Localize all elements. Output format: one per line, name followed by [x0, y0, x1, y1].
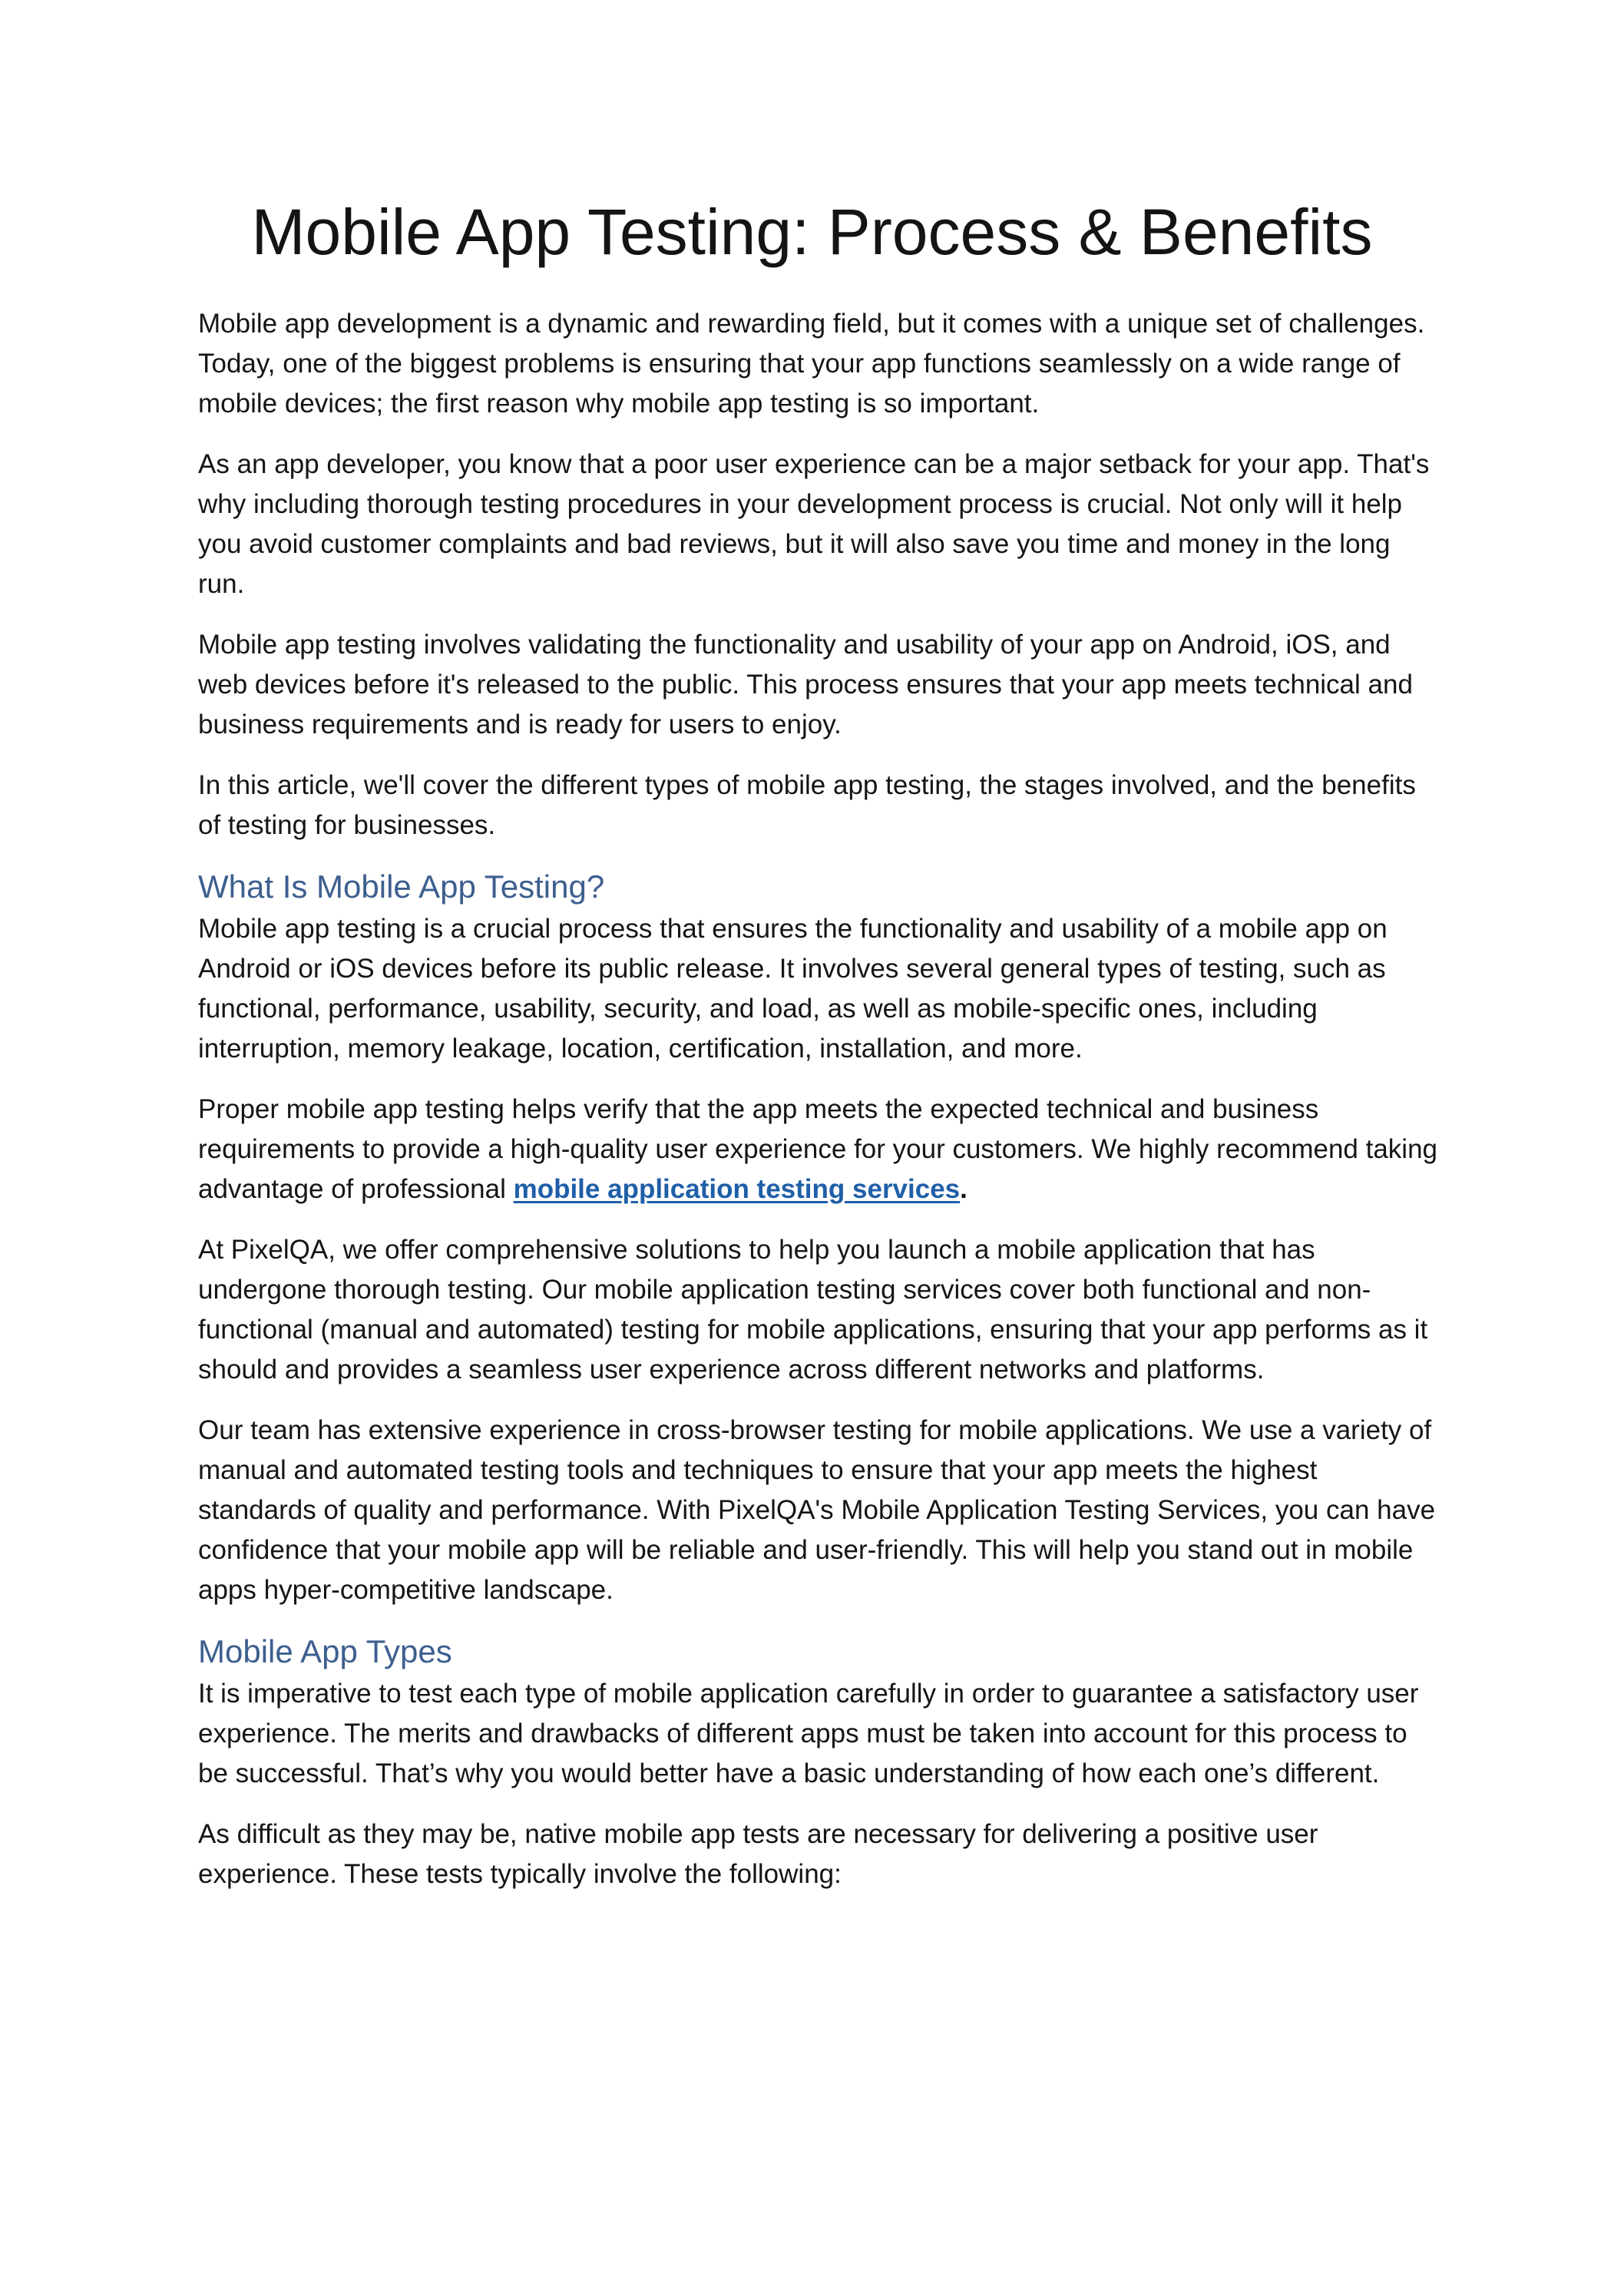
section2-paragraph-1: It is imperative to test each type of mobile application carefully in order to guarantee a satisfactory user experience. The merits and drawbacks of different apps must be taken into account for this process to be successful. That’s why you would better have a basic understanding of how each one’s different. — [198, 1679, 1419, 1788]
section-heading-mobile-app-types: Mobile App Types — [198, 1633, 452, 1669]
mobile-testing-services-link[interactable]: mobile application testing services — [513, 1174, 961, 1204]
section-heading-what-is-mobile-app-testing: What Is Mobile App Testing? — [198, 868, 605, 905]
section2-paragraph-2: As difficult as they may be, native mobile app tests are necessary for delivering a positive user experience. These tests typically involve the following: — [198, 1819, 1318, 1889]
section1-paragraph-4: Our team has extensive experience in cross-browser testing for mobile applications. We use a variety of manual and automated testing tools and techniques to ensure that your app meets the highest standards of quality and performance. With PixelQA's Mobile Application Testing Services, you can have confidence that your mobile app will be reliable and user-friendly. This will help you stand out in mobile apps hyper-competitive landscape. — [198, 1415, 1436, 1605]
section1-paragraph-1: Mobile app testing is a crucial process that ensures the functionality and usability of a mobile app on Android or iOS devices before its public release. It involves several general types of testing, such as functional, performance, usability, security, and load, as well as mobile-specific ones, including interruption, memory leakage, location, certification, installation, and more. — [198, 914, 1388, 1064]
intro-paragraph-3: Mobile app testing involves validating the functionality and usability of your app on Android, iOS, and web devices before it's released to the public. This process ensures that your app meets technical and business requirements and is ready for users to enjoy. — [198, 630, 1413, 739]
section1-paragraph-2-text: Proper mobile app testing helps verify that the app meets the expected technical and business requirements to provide a high-quality user experience for your customers. We highly recommend taking advantage of professional — [198, 1094, 1438, 1204]
section1-paragraph-2 — [198, 1090, 1442, 1209]
document-body — [198, 304, 1442, 1915]
intro-paragraph-1: Mobile app development is a dynamic and rewarding field, but it comes with a unique set of challenges. Today, one of the biggest problems is ensuring that your app functions seamlessly on a wide range of mobile devices; the first reason why mobile app testing is so important. — [198, 309, 1425, 419]
page-title: Mobile App Testing: Process & Benefits — [251, 196, 1373, 268]
intro-paragraph-4: In this article, we'll cover the different types of mobile app testing, the stages involved, and the benefits of testing for businesses. — [198, 770, 1416, 840]
section1-paragraph-3: At PixelQA, we offer comprehensive solutions to help you launch a mobile application that has undergone thorough testing. Our mobile application testing services cover both functional and non-functional (manual and automated) testing for mobile applications, ensuring that your app performs as it should and provides a seamless user experience across different networks and platforms. — [198, 1235, 1428, 1385]
intro-paragraph-2: As an app developer, you know that a poor user experience can be a major setback for your app. That's why including thorough testing procedures in your development process is crucial. Not only will it help you avoid customer complaints and bad reviews, but it will also save you time and money in the long run. — [198, 449, 1430, 599]
section1-paragraph-2-end: . — [960, 1174, 967, 1204]
